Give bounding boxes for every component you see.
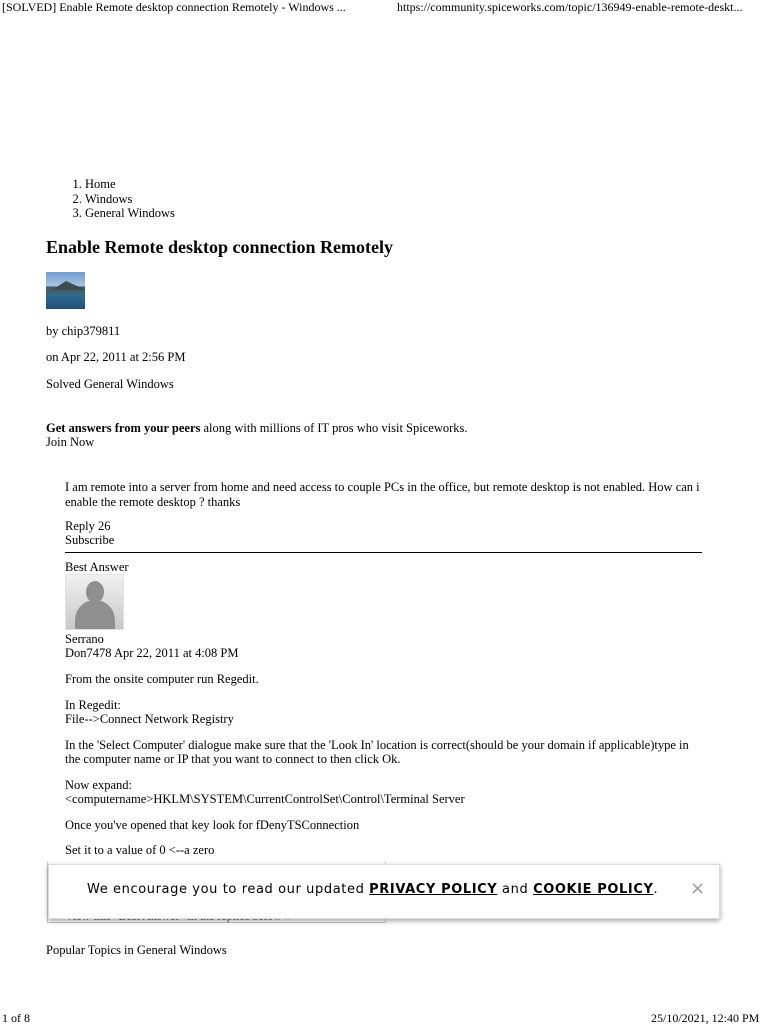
topic-date: on Apr 22, 2011 at 2:56 PM <box>46 350 186 364</box>
answer-line: In Regedit: <box>65 697 121 712</box>
page-title: Enable Remote desktop connection Remotely <box>46 237 393 257</box>
answer-user-avatar[interactable] <box>65 574 124 630</box>
print-header-title: [SOLVED] Enable Remote desktop connection Remotely - Windows ... <box>2 0 346 14</box>
answer-line: File-->Connect Network Registry <box>65 712 234 726</box>
topic-status: Solved General Windows <box>46 377 174 391</box>
reply-button[interactable]: Reply 26 <box>65 519 111 533</box>
divider <box>65 552 702 553</box>
page-number: 1 of 8 <box>2 1011 30 1025</box>
print-datetime: 25/10/2021, 12:40 PM <box>651 1011 760 1025</box>
answer-paragraph: From the onsite computer run Regedit. <box>65 672 259 686</box>
topic-author-avatar[interactable] <box>46 272 85 309</box>
promo-bold: Get answers from your peers <box>46 421 201 435</box>
cookie-banner-text <box>87 883 658 898</box>
answer-paragraph: Set it to a value of 0 <--a zero <box>65 843 215 857</box>
answer-paragraph: In the 'Select Computer' dialogue make sure that the 'Look In' location is correct(should be your domain if applicable)type in the computer name or IP that you want to connect to then click Ok. <box>65 737 689 766</box>
answer-line: <computername>HKLM\SYSTEM\CurrentControlSet\Control\Terminal Server <box>65 792 465 806</box>
answer-author-line[interactable]: Don7478 Apr 22, 2011 at 4:08 PM <box>65 646 239 660</box>
answer-paragraph: Once you've opened that key look for fDenyTSConnection <box>65 817 360 832</box>
join-now-link[interactable]: Join Now <box>46 435 95 449</box>
answer-paragraph <box>65 698 705 727</box>
cookie-text-pre: We encourage you to read our updated <box>87 882 370 897</box>
cookie-text-mid: and <box>497 882 534 897</box>
best-answer-label: Best Answer <box>65 560 129 574</box>
breadcrumb-general-windows[interactable]: 3. General Windows <box>85 206 175 221</box>
answer-paragraph <box>65 778 705 807</box>
print-header-url: https://community.spiceworks.com/topic/136949-enable-remote-deskt... <box>397 0 743 14</box>
popular-topics-heading: Popular Topics in General Windows <box>46 943 227 957</box>
cookie-text-post: . <box>653 882 659 897</box>
subscribe-button[interactable]: Subscribe <box>65 533 115 547</box>
cookie-banner <box>48 864 720 919</box>
topic-author[interactable]: by chip379811 <box>46 324 121 338</box>
question-body: I am remote into a server from home and need access to couple PCs in the office, but remote desktop is not enabled. How can i enable the remote desktop ? thanks <box>65 480 700 509</box>
breadcrumb <box>46 177 175 221</box>
close-icon[interactable]: × <box>690 878 706 899</box>
answer-line: Now expand: <box>65 777 132 792</box>
promo-text <box>46 421 468 436</box>
breadcrumb-home[interactable]: 1. Home <box>85 177 175 192</box>
avatar-body-shape <box>75 600 115 630</box>
promo-rest: along with millions of IT pros who visit Spiceworks. <box>200 421 468 435</box>
avatar-mountain-shape <box>52 281 86 290</box>
cookie-policy-link[interactable]: COOKIE POLICY <box>533 882 654 897</box>
answer-user-rank: Serrano <box>65 632 104 646</box>
breadcrumb-windows[interactable]: 2. Windows <box>85 192 175 207</box>
best-answer-body <box>65 672 705 869</box>
privacy-policy-link[interactable]: PRIVACY POLICY <box>369 882 498 897</box>
